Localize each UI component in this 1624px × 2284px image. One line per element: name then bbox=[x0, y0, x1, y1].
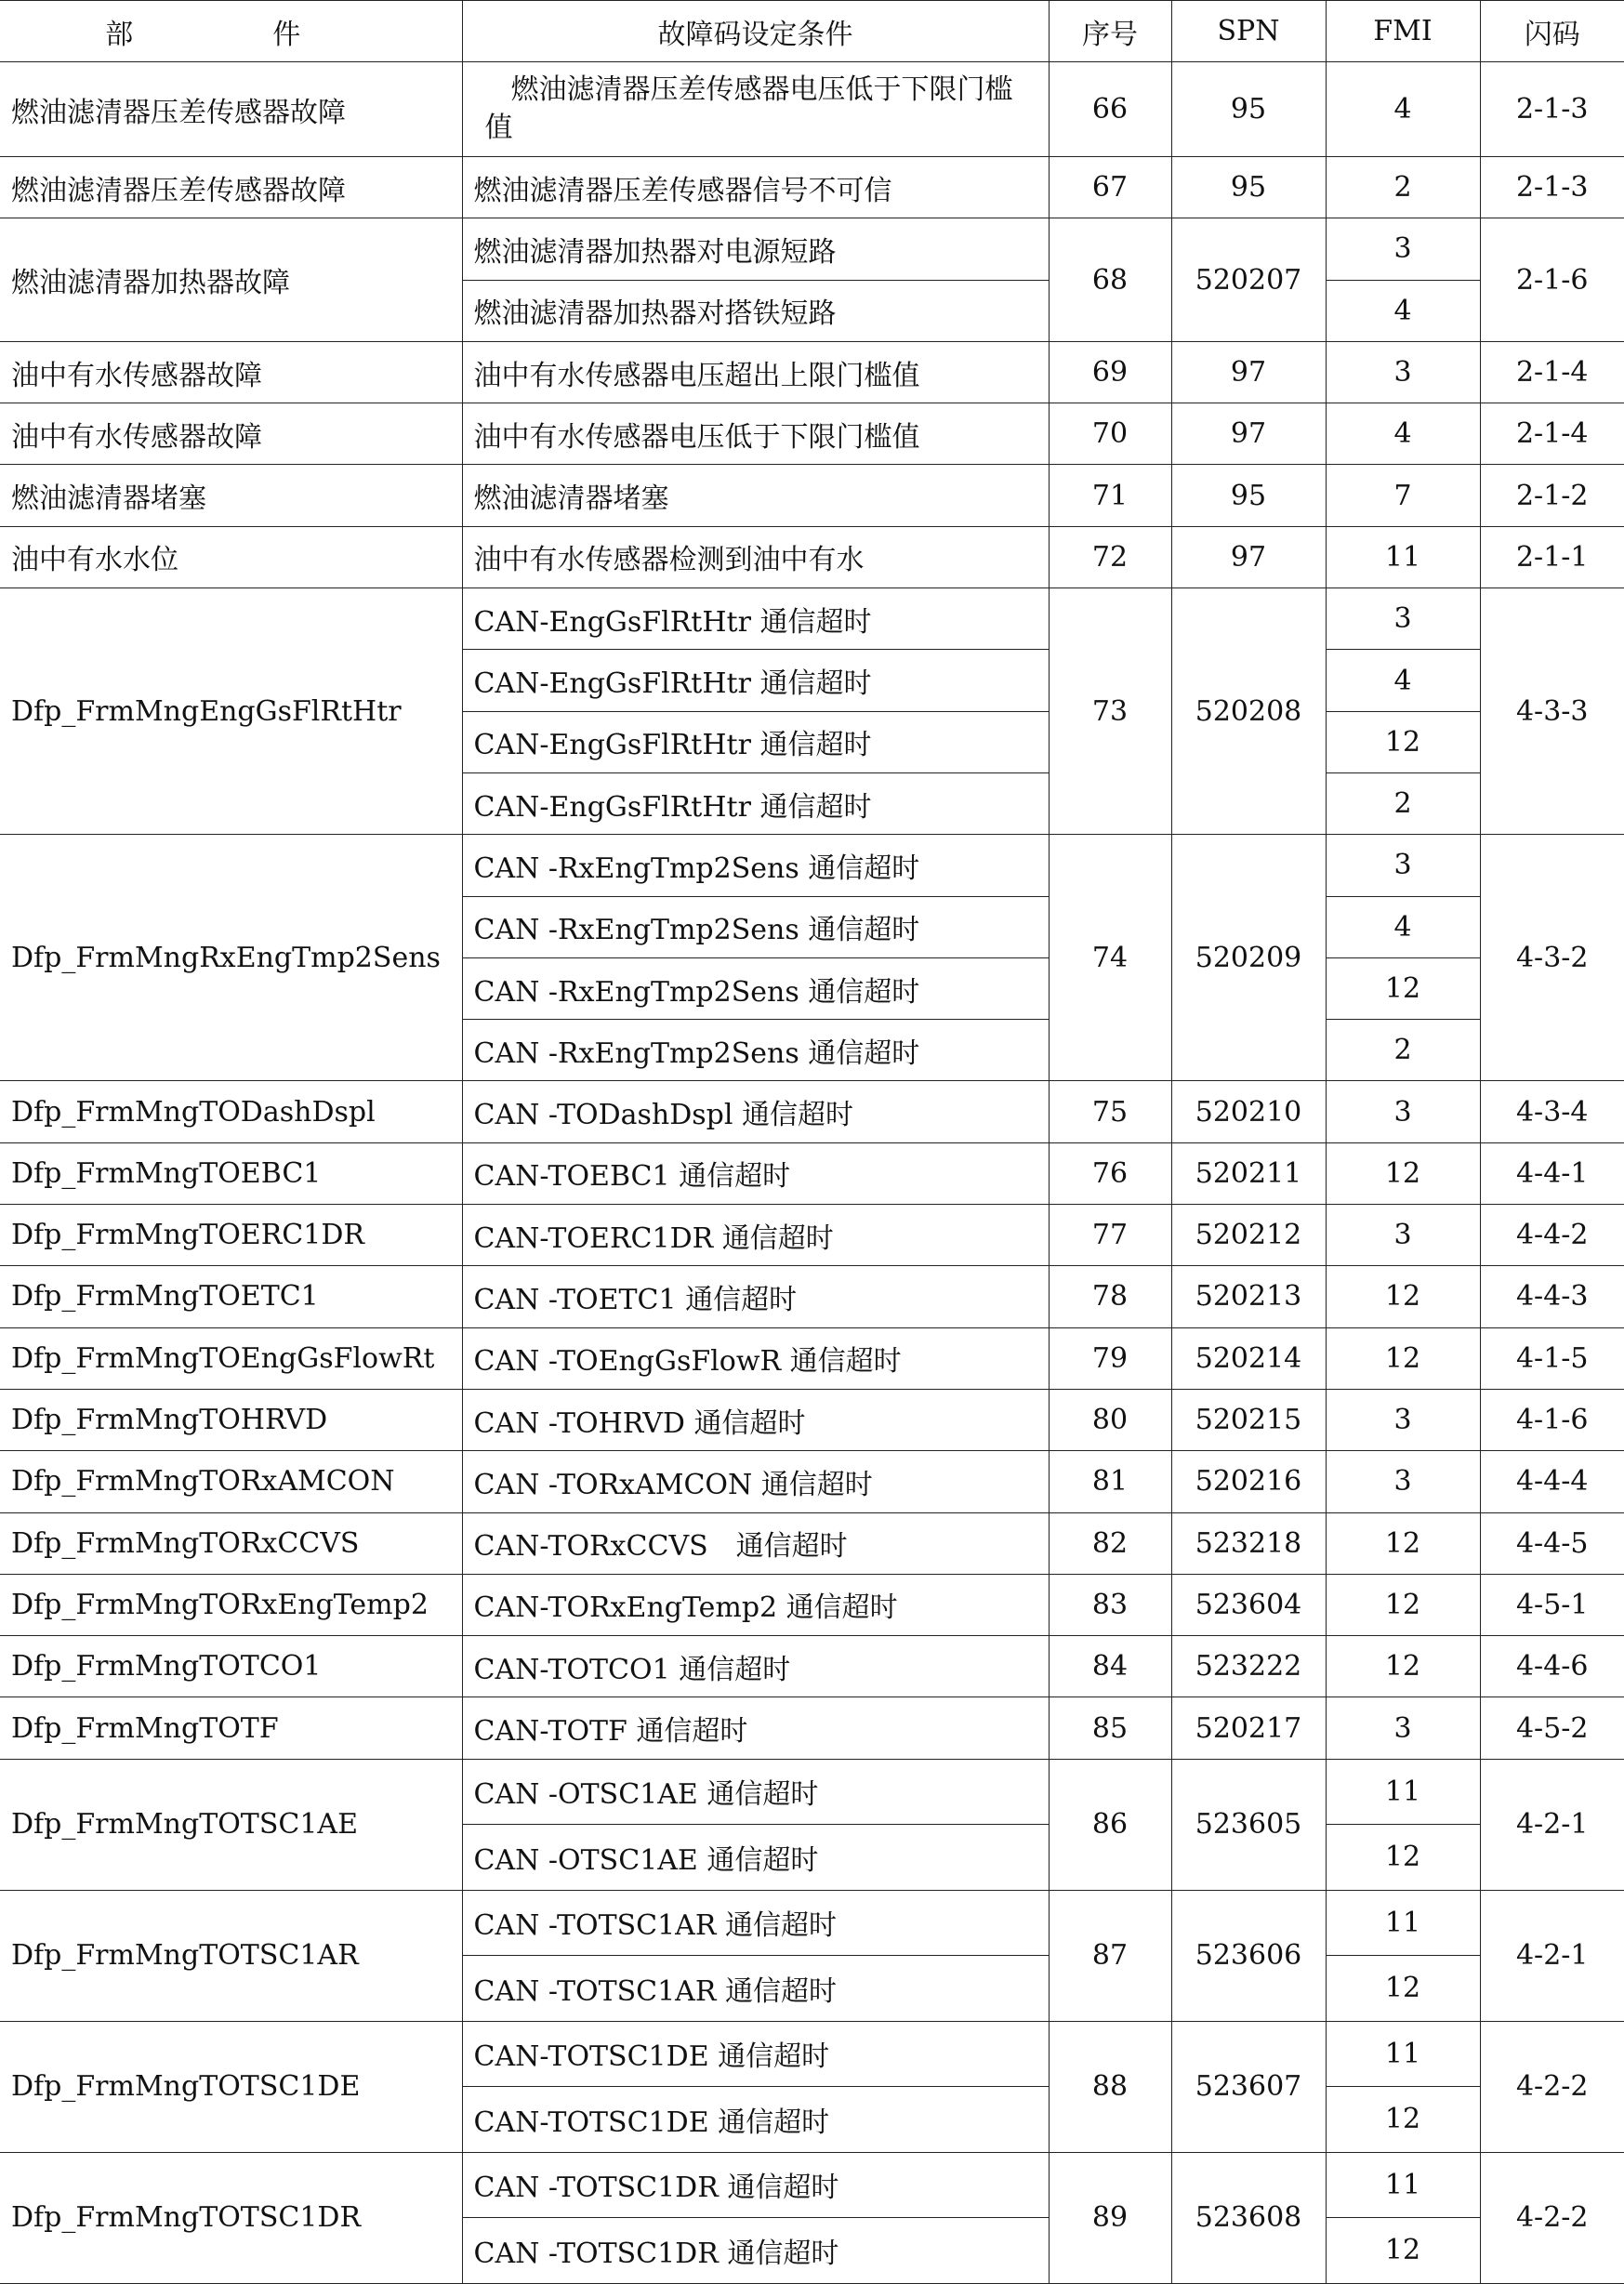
cell-condition: CAN-TOEBC1 通信超时 bbox=[462, 1142, 1049, 1204]
cell-fmi: 12 bbox=[1326, 1636, 1480, 1697]
cell-condition: CAN -RxEngTmp2Sens 通信超时 bbox=[462, 835, 1049, 896]
cell-fmi: 12 bbox=[1326, 1266, 1480, 1327]
table-row bbox=[0, 157, 1624, 218]
cell-fmi: 12 bbox=[1326, 957, 1480, 1019]
cell-condition: CAN -TOTSC1AR 通信超时 bbox=[462, 1890, 1049, 1956]
cell-condition: CAN -RxEngTmp2Sens 通信超时 bbox=[462, 957, 1049, 1019]
cell-spn: 97 bbox=[1171, 403, 1326, 465]
cell-condition: CAN-EngGsFlRtHtr 通信超时 bbox=[462, 772, 1049, 834]
cell-fmi: 7 bbox=[1326, 465, 1480, 526]
cell-spn: 523606 bbox=[1171, 1890, 1326, 2021]
cell-part: Dfp_FrmMngTORxEngTemp2 bbox=[0, 1574, 462, 1635]
cell-flash-code: 2-1-2 bbox=[1480, 465, 1624, 526]
cell-condition: CAN-EngGsFlRtHtr 通信超时 bbox=[462, 588, 1049, 650]
cell-flash-code: 4-5-1 bbox=[1480, 1574, 1624, 1635]
table-row bbox=[0, 1759, 1624, 1825]
cell-part: Dfp_FrmMngTOETC1 bbox=[0, 1266, 462, 1327]
cell-condition: CAN -TOTSC1DR 通信超时 bbox=[462, 2218, 1049, 2284]
table-row bbox=[0, 1890, 1624, 1956]
table-row bbox=[0, 1266, 1624, 1327]
cell-fmi: 3 bbox=[1326, 218, 1480, 280]
cell-condition: CAN-TOTCO1 通信超时 bbox=[462, 1636, 1049, 1697]
table-row bbox=[0, 1697, 1624, 1759]
cell-part: Dfp_FrmMngTOERC1DR bbox=[0, 1205, 462, 1266]
table-row bbox=[0, 1574, 1624, 1635]
cell-fmi: 12 bbox=[1326, 2087, 1480, 2153]
cell-flash-code: 4-2-1 bbox=[1480, 1759, 1624, 1890]
table-row bbox=[0, 1142, 1624, 1204]
header-spn: SPN bbox=[1171, 1, 1326, 62]
cell-fmi: 12 bbox=[1326, 711, 1480, 772]
cell-condition: 油中有水传感器检测到油中有水 bbox=[462, 526, 1049, 588]
table-body bbox=[0, 62, 1624, 2284]
cell-flash-code: 4-4-2 bbox=[1480, 1205, 1624, 1266]
table-row bbox=[0, 465, 1624, 526]
cell-seq: 89 bbox=[1049, 2152, 1171, 2283]
cell-spn: 523604 bbox=[1171, 1574, 1326, 1635]
cell-flash-code: 4-2-2 bbox=[1480, 2152, 1624, 2283]
cell-condition: 燃油滤清器加热器对搭铁短路 bbox=[462, 280, 1049, 341]
header-row bbox=[0, 1, 1624, 62]
table-row bbox=[0, 2152, 1624, 2218]
cell-fmi: 12 bbox=[1326, 1825, 1480, 1891]
cell-condition: CAN-TOTSC1DE 通信超时 bbox=[462, 2087, 1049, 2153]
header-fmi: FMI bbox=[1326, 1, 1480, 62]
table-row bbox=[0, 526, 1624, 588]
cell-part: 燃油滤清器压差传感器故障 bbox=[0, 62, 462, 157]
cell-fmi: 4 bbox=[1326, 62, 1480, 157]
cell-spn: 97 bbox=[1171, 341, 1326, 403]
table-row bbox=[0, 2021, 1624, 2087]
cell-flash-code: 4-4-3 bbox=[1480, 1266, 1624, 1327]
cell-condition: CAN -TODashDspl 通信超时 bbox=[462, 1081, 1049, 1142]
cell-seq: 79 bbox=[1049, 1327, 1171, 1389]
cell-part: 油中有水传感器故障 bbox=[0, 403, 462, 465]
cell-fmi: 12 bbox=[1326, 1574, 1480, 1635]
cell-seq: 68 bbox=[1049, 218, 1171, 342]
cell-flash-code: 4-3-3 bbox=[1480, 588, 1624, 835]
cell-condition: 燃油滤清器堵塞 bbox=[462, 465, 1049, 526]
cell-seq: 87 bbox=[1049, 1890, 1171, 2021]
cell-fmi: 11 bbox=[1326, 2152, 1480, 2218]
cell-part: Dfp_FrmMngTOTCO1 bbox=[0, 1636, 462, 1697]
table-row bbox=[0, 1451, 1624, 1512]
cell-flash-code: 4-4-6 bbox=[1480, 1636, 1624, 1697]
cell-spn: 523608 bbox=[1171, 2152, 1326, 2283]
cell-part: Dfp_FrmMngTORxCCVS bbox=[0, 1512, 462, 1574]
cell-part: Dfp_FrmMngTOTF bbox=[0, 1697, 462, 1759]
cell-part: 燃油滤清器压差传感器故障 bbox=[0, 157, 462, 218]
cell-seq: 70 bbox=[1049, 403, 1171, 465]
cell-fmi: 3 bbox=[1326, 1451, 1480, 1512]
cell-spn: 97 bbox=[1171, 526, 1326, 588]
cell-seq: 83 bbox=[1049, 1574, 1171, 1635]
cell-seq: 77 bbox=[1049, 1205, 1171, 1266]
cell-flash-code: 4-2-2 bbox=[1480, 2021, 1624, 2152]
cell-fmi: 4 bbox=[1326, 896, 1480, 957]
cell-fmi: 3 bbox=[1326, 1697, 1480, 1759]
cell-fmi: 11 bbox=[1326, 526, 1480, 588]
cell-seq: 67 bbox=[1049, 157, 1171, 218]
cell-part: Dfp_FrmMngTOHRVD bbox=[0, 1389, 462, 1450]
cell-spn: 523605 bbox=[1171, 1759, 1326, 1890]
cell-condition: CAN-TOERC1DR 通信超时 bbox=[462, 1205, 1049, 1266]
table-row bbox=[0, 835, 1624, 896]
cell-condition: CAN-EngGsFlRtHtr 通信超时 bbox=[462, 711, 1049, 772]
cell-flash-code: 2-1-6 bbox=[1480, 218, 1624, 342]
cell-part: Dfp_FrmMngTODashDspl bbox=[0, 1081, 462, 1142]
cell-spn: 520216 bbox=[1171, 1451, 1326, 1512]
header-seq: 序号 bbox=[1049, 1, 1171, 62]
cell-condition: CAN -OTSC1AE 通信超时 bbox=[462, 1759, 1049, 1825]
cell-fmi: 4 bbox=[1326, 403, 1480, 465]
cell-part: Dfp_FrmMngTOEngGsFlowRt bbox=[0, 1327, 462, 1389]
cell-seq: 81 bbox=[1049, 1451, 1171, 1512]
cell-seq: 84 bbox=[1049, 1636, 1171, 1697]
cell-spn: 95 bbox=[1171, 157, 1326, 218]
cell-seq: 85 bbox=[1049, 1697, 1171, 1759]
cell-condition: CAN -RxEngTmp2Sens 通信超时 bbox=[462, 1020, 1049, 1081]
cell-fmi: 3 bbox=[1326, 341, 1480, 403]
cell-condition: CAN -RxEngTmp2Sens 通信超时 bbox=[462, 896, 1049, 957]
cell-condition: CAN-TOTF 通信超时 bbox=[462, 1697, 1049, 1759]
table-row bbox=[0, 588, 1624, 650]
table-row bbox=[0, 1081, 1624, 1142]
cell-seq: 69 bbox=[1049, 341, 1171, 403]
cell-fmi: 3 bbox=[1326, 1205, 1480, 1266]
cell-condition: CAN -TOHRVD 通信超时 bbox=[462, 1389, 1049, 1450]
cell-spn: 520214 bbox=[1171, 1327, 1326, 1389]
cell-part: Dfp_FrmMngRxEngTmp2Sens bbox=[0, 835, 462, 1081]
cell-condition: 油中有水传感器电压低于下限门槛值 bbox=[462, 403, 1049, 465]
cell-flash-code: 4-4-5 bbox=[1480, 1512, 1624, 1574]
cell-spn: 523607 bbox=[1171, 2021, 1326, 2152]
table-header bbox=[0, 1, 1624, 62]
cell-spn: 520209 bbox=[1171, 835, 1326, 1081]
cell-flash-code: 2-1-1 bbox=[1480, 526, 1624, 588]
cell-condition: CAN -OTSC1AE 通信超时 bbox=[462, 1825, 1049, 1891]
table-row bbox=[0, 1512, 1624, 1574]
table-row bbox=[0, 1205, 1624, 1266]
cell-fmi: 3 bbox=[1326, 835, 1480, 896]
cell-fmi: 3 bbox=[1326, 1081, 1480, 1142]
cell-seq: 66 bbox=[1049, 62, 1171, 157]
cell-flash-code: 4-1-6 bbox=[1480, 1389, 1624, 1450]
cell-fmi: 3 bbox=[1326, 588, 1480, 650]
cell-condition: CAN-TORxCCVS 通信超时 bbox=[462, 1512, 1049, 1574]
cell-flash-code: 4-5-2 bbox=[1480, 1697, 1624, 1759]
cell-condition: CAN -TOEngGsFlowR 通信超时 bbox=[462, 1327, 1049, 1389]
cell-part: Dfp_FrmMngTOTSC1AE bbox=[0, 1759, 462, 1890]
cell-condition: CAN -TOTSC1AR 通信超时 bbox=[462, 1956, 1049, 2022]
cell-part: Dfp_FrmMngTORxAMCON bbox=[0, 1451, 462, 1512]
table-row bbox=[0, 1636, 1624, 1697]
cell-condition: CAN-TOTSC1DE 通信超时 bbox=[462, 2021, 1049, 2087]
cell-fmi: 2 bbox=[1326, 1020, 1480, 1081]
cell-flash-code: 2-1-4 bbox=[1480, 403, 1624, 465]
table-row bbox=[0, 341, 1624, 403]
cell-fmi: 4 bbox=[1326, 280, 1480, 341]
cell-condition: 燃油滤清器压差传感器信号不可信 bbox=[462, 157, 1049, 218]
cell-flash-code: 2-1-4 bbox=[1480, 341, 1624, 403]
cell-condition: 油中有水传感器电压超出上限门槛值 bbox=[462, 341, 1049, 403]
cell-seq: 82 bbox=[1049, 1512, 1171, 1574]
header-condition: 故障码设定条件 bbox=[462, 1, 1049, 62]
cell-part: 燃油滤清器加热器故障 bbox=[0, 218, 462, 342]
header-part: 部 件 bbox=[0, 1, 462, 62]
cell-fmi: 11 bbox=[1326, 1890, 1480, 1956]
cell-fmi: 12 bbox=[1326, 1512, 1480, 1574]
cell-part: Dfp_FrmMngEngGsFlRtHtr bbox=[0, 588, 462, 835]
cell-part: 燃油滤清器堵塞 bbox=[0, 465, 462, 526]
cell-seq: 88 bbox=[1049, 2021, 1171, 2152]
cell-fmi: 11 bbox=[1326, 2021, 1480, 2087]
cell-spn: 95 bbox=[1171, 62, 1326, 157]
header-flash-code: 闪码 bbox=[1480, 1, 1624, 62]
cell-seq: 86 bbox=[1049, 1759, 1171, 1890]
cell-spn: 520213 bbox=[1171, 1266, 1326, 1327]
cell-fmi: 12 bbox=[1326, 1327, 1480, 1389]
cell-part: Dfp_FrmMngTOTSC1DR bbox=[0, 2152, 462, 2283]
cell-condition: CAN-EngGsFlRtHtr 通信超时 bbox=[462, 650, 1049, 711]
cell-fmi: 2 bbox=[1326, 157, 1480, 218]
cell-spn: 520211 bbox=[1171, 1142, 1326, 1204]
cell-condition: 燃油滤清器加热器对电源短路 bbox=[462, 218, 1049, 280]
cell-seq: 73 bbox=[1049, 588, 1171, 835]
table-row bbox=[0, 1389, 1624, 1450]
cell-part: Dfp_FrmMngTOEBC1 bbox=[0, 1142, 462, 1204]
cell-part: 油中有水传感器故障 bbox=[0, 341, 462, 403]
cell-part: Dfp_FrmMngTOTSC1AR bbox=[0, 1890, 462, 2021]
cell-condition: CAN -TOETC1 通信超时 bbox=[462, 1266, 1049, 1327]
cell-flash-code: 4-1-5 bbox=[1480, 1327, 1624, 1389]
cell-seq: 72 bbox=[1049, 526, 1171, 588]
cell-seq: 76 bbox=[1049, 1142, 1171, 1204]
table-row bbox=[0, 1327, 1624, 1389]
cell-spn: 520207 bbox=[1171, 218, 1326, 342]
cell-spn: 520208 bbox=[1171, 588, 1326, 835]
cell-flash-code: 2-1-3 bbox=[1480, 62, 1624, 157]
cell-condition: CAN -TORxAMCON 通信超时 bbox=[462, 1451, 1049, 1512]
cell-flash-code: 4-4-1 bbox=[1480, 1142, 1624, 1204]
cell-spn: 523222 bbox=[1171, 1636, 1326, 1697]
cell-fmi: 4 bbox=[1326, 650, 1480, 711]
cell-condition: 燃油滤清器压差传感器电压低于下限门槛值 bbox=[462, 62, 1049, 157]
cell-spn: 520212 bbox=[1171, 1205, 1326, 1266]
cell-flash-code: 4-4-4 bbox=[1480, 1451, 1624, 1512]
cell-seq: 74 bbox=[1049, 835, 1171, 1081]
cell-seq: 78 bbox=[1049, 1266, 1171, 1327]
cell-fmi: 2 bbox=[1326, 772, 1480, 834]
cell-part: 油中有水水位 bbox=[0, 526, 462, 588]
table-row bbox=[0, 62, 1624, 157]
cell-seq: 80 bbox=[1049, 1389, 1171, 1450]
table-row bbox=[0, 403, 1624, 465]
cell-spn: 95 bbox=[1171, 465, 1326, 526]
cell-flash-code: 4-3-2 bbox=[1480, 835, 1624, 1081]
table-row bbox=[0, 218, 1624, 280]
cell-condition: CAN -TOTSC1DR 通信超时 bbox=[462, 2152, 1049, 2218]
cell-condition: CAN-TORxEngTemp2 通信超时 bbox=[462, 1574, 1049, 1635]
cell-fmi: 11 bbox=[1326, 1759, 1480, 1825]
cell-flash-code: 2-1-3 bbox=[1480, 157, 1624, 218]
cell-fmi: 12 bbox=[1326, 1956, 1480, 2022]
cell-fmi: 3 bbox=[1326, 1389, 1480, 1450]
cell-seq: 75 bbox=[1049, 1081, 1171, 1142]
cell-spn: 520210 bbox=[1171, 1081, 1326, 1142]
cell-flash-code: 4-2-1 bbox=[1480, 1890, 1624, 2021]
cell-spn: 523218 bbox=[1171, 1512, 1326, 1574]
cell-fmi: 12 bbox=[1326, 1142, 1480, 1204]
cell-seq: 71 bbox=[1049, 465, 1171, 526]
cell-spn: 520215 bbox=[1171, 1389, 1326, 1450]
cell-part: Dfp_FrmMngTOTSC1DE bbox=[0, 2021, 462, 2152]
cell-spn: 520217 bbox=[1171, 1697, 1326, 1759]
cell-fmi: 12 bbox=[1326, 2218, 1480, 2284]
cell-flash-code: 4-3-4 bbox=[1480, 1081, 1624, 1142]
